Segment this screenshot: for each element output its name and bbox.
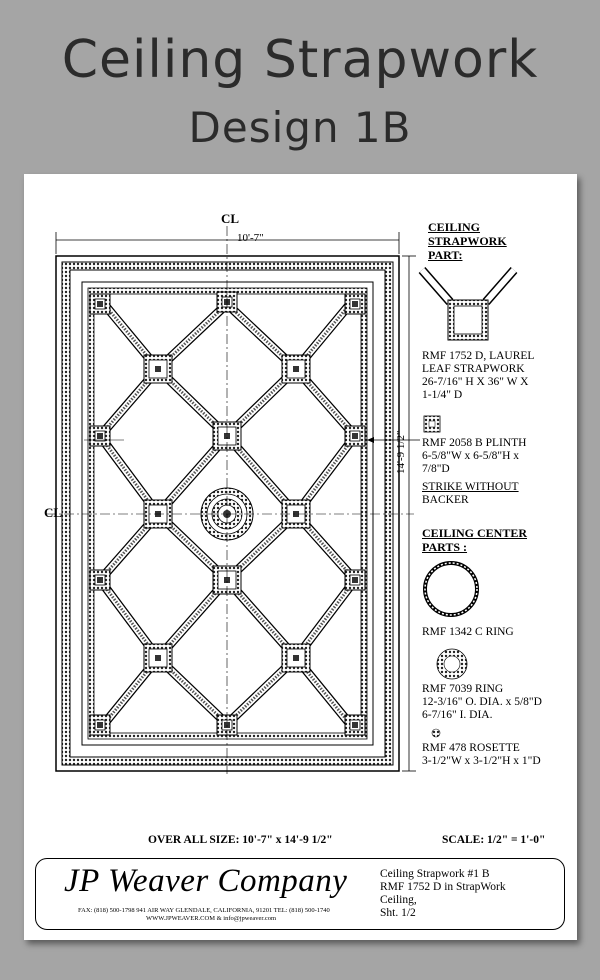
edge-plinth-boss bbox=[352, 433, 358, 439]
desc-line: BACKER bbox=[422, 494, 469, 506]
plinth-block-boss bbox=[155, 366, 161, 372]
edge-plinth-boss bbox=[352, 577, 358, 583]
plinth-description bbox=[422, 437, 526, 476]
desc-line: 1-1/4" D bbox=[422, 389, 463, 401]
heading-line: STRAPWORK bbox=[428, 234, 507, 248]
sheet-line: RMF 1752 D in StrapWork bbox=[380, 881, 506, 893]
desc-line: RMF 7039 RING bbox=[422, 683, 504, 695]
sheet-line: Ceiling, bbox=[380, 894, 417, 906]
ceiling-plan-drawing bbox=[24, 174, 577, 940]
edge-plinth-boss bbox=[352, 301, 358, 307]
desc-line: 12-3/16" O. DIA. x 5/8"D bbox=[422, 696, 542, 708]
drawing-scale: SCALE: 1/2" = 1'-0" bbox=[442, 834, 546, 846]
desc-line: 3-1/2"W x 3-1/2"H x 1"D bbox=[422, 755, 541, 767]
company-web: WWW.JPWEAVER.COM & info@jpweaver.com bbox=[146, 915, 277, 922]
centerline-left-label: CL bbox=[44, 505, 63, 520]
desc-line: 6-5/8"W x 6-5/8"H x bbox=[422, 450, 520, 462]
strike-note bbox=[422, 481, 519, 507]
plinth-block-boss bbox=[293, 655, 299, 661]
width-dimension: 10'-7" bbox=[237, 232, 264, 244]
plinth-block-boss bbox=[293, 366, 299, 372]
desc-line: RMF 2058 B PLINTH bbox=[422, 437, 527, 449]
ceiling-center-heading bbox=[422, 526, 527, 554]
strapwork-part-description bbox=[422, 350, 534, 402]
strapwork-part-heading bbox=[428, 220, 507, 262]
edge-plinth-boss bbox=[97, 301, 103, 307]
plinth-icon-inset bbox=[429, 421, 435, 427]
desc-line: RMF 1752 D, LAUREL bbox=[422, 350, 535, 362]
sheet-line: Ceiling Strapwork #1 B bbox=[380, 868, 490, 880]
ring-1342-label: RMF 1342 C RING bbox=[422, 626, 514, 638]
page-subtitle: Design 1B bbox=[188, 103, 412, 152]
sheet-line: Sht. 1/2 bbox=[380, 907, 416, 919]
overall-size: OVER ALL SIZE: 10'-7" x 14'-9 1/2" bbox=[148, 834, 333, 846]
plinth-block-boss bbox=[155, 655, 161, 661]
edge-plinth-boss bbox=[97, 433, 103, 439]
edge-plinth-boss bbox=[97, 722, 103, 728]
desc-line: LEAF STRAPWORK bbox=[422, 363, 525, 375]
desc-line: 6-7/16" I. DIA. bbox=[422, 709, 493, 721]
desc-line: STRIKE WITHOUT bbox=[422, 481, 519, 493]
height-dimension: 14'-9 1/2" bbox=[395, 430, 407, 474]
desc-line: 26-7/16" H X 36" W X bbox=[422, 376, 529, 388]
heading-line: PARTS : bbox=[422, 540, 468, 554]
company-logo: JP Weaver Company bbox=[64, 863, 348, 899]
ring-7039-icon-inner bbox=[444, 656, 460, 672]
rosette-description bbox=[422, 742, 541, 768]
drawing-sheet bbox=[24, 174, 577, 940]
page-title: Ceiling Strapwork bbox=[61, 30, 539, 90]
desc-line: 7/8"D bbox=[422, 463, 450, 475]
part-detail-frame-inner bbox=[454, 306, 482, 334]
part-detail-straps-inner bbox=[422, 270, 514, 302]
heading-line: CEILING CENTER bbox=[422, 526, 528, 540]
ring-7039-description bbox=[422, 683, 542, 722]
title-block bbox=[35, 858, 565, 930]
edge-plinth-boss bbox=[352, 722, 358, 728]
sheet-description bbox=[380, 868, 506, 920]
desc-line: RMF 478 ROSETTE bbox=[422, 742, 520, 754]
company-address: FAX: (818) 500-1798 941 AIR WAY GLENDALE, CALIFORNIA, 91201 TEL: (818) 500-1740 bbox=[78, 907, 330, 914]
rosette-icon bbox=[432, 729, 440, 737]
heading-line: CEILING bbox=[428, 220, 481, 234]
centerline-top-label: CL bbox=[221, 211, 240, 226]
edge-plinth-boss bbox=[97, 577, 103, 583]
heading-line: PART: bbox=[428, 248, 463, 262]
